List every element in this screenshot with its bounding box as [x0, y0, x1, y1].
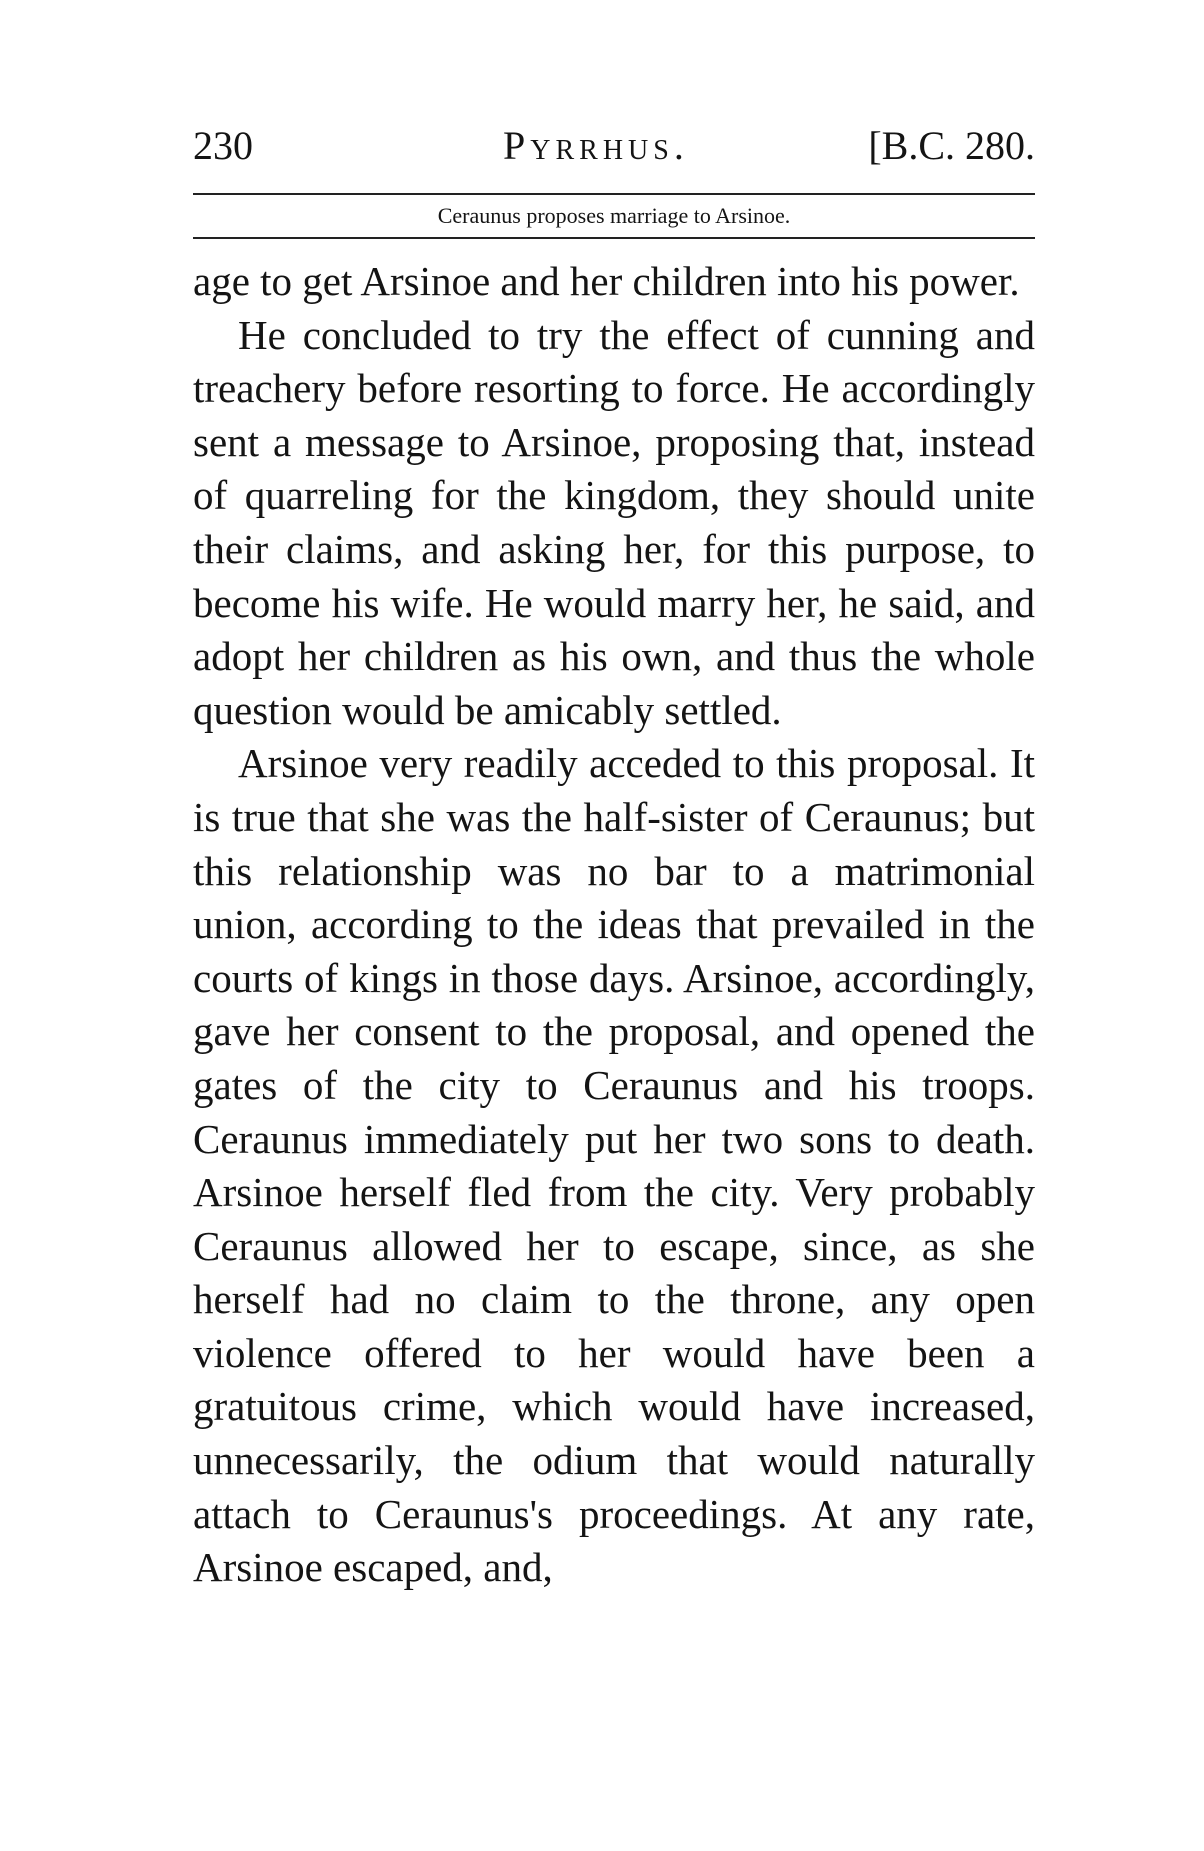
paragraph: Arsinoe very readily acceded to this proposal. It is true that she was the half-sister of Ceraunus; but this relationship was no bar to a matrimonial union, according to the ideas that prevailed in the courts of kings in those days. Arsinoe, accordingly, gave her consent to the proposal, and opened the gates of the city to Ceraunus and his troops. Ceraunus immediately put her two sons to death. Arsinoe herself fled from the city. Very probably Ceraunus allowed her to escape, since, as she herself had no claim to the throne, any open violence offered to her would have been a gratuitous crime, which would have increased, unnecessarily, the odium that would naturally attach to Ceraunus's proceedings. At any rate, Arsinoe escaped, and, [193, 740, 1035, 1591]
book-title: Pyrrhus. [503, 123, 689, 168]
date-reference: [B.C. 280. [868, 123, 1035, 168]
header-rule-top [193, 193, 1035, 195]
body-text [193, 255, 1035, 1595]
paragraph-continuation: age to get Arsinoe and her children into his power. [193, 258, 1020, 304]
page-number: 230 [193, 123, 253, 168]
running-header [193, 116, 1035, 176]
section-subheading: Ceraunus proposes marriage to Arsinoe. [437, 203, 791, 228]
paragraph: He concluded to try the effect of cunning and treachery before resorting to force. He accordingly sent a message to Arsinoe, proposing that, instead of quarreling for the kingdom, they should unite their claims, and asking her, for this purpose, to become his wife. He would marry her, he said, and adopt her children as his own, and thus the whole question would be amicably settled. [193, 311, 1035, 733]
header-rule-bottom [193, 237, 1035, 239]
